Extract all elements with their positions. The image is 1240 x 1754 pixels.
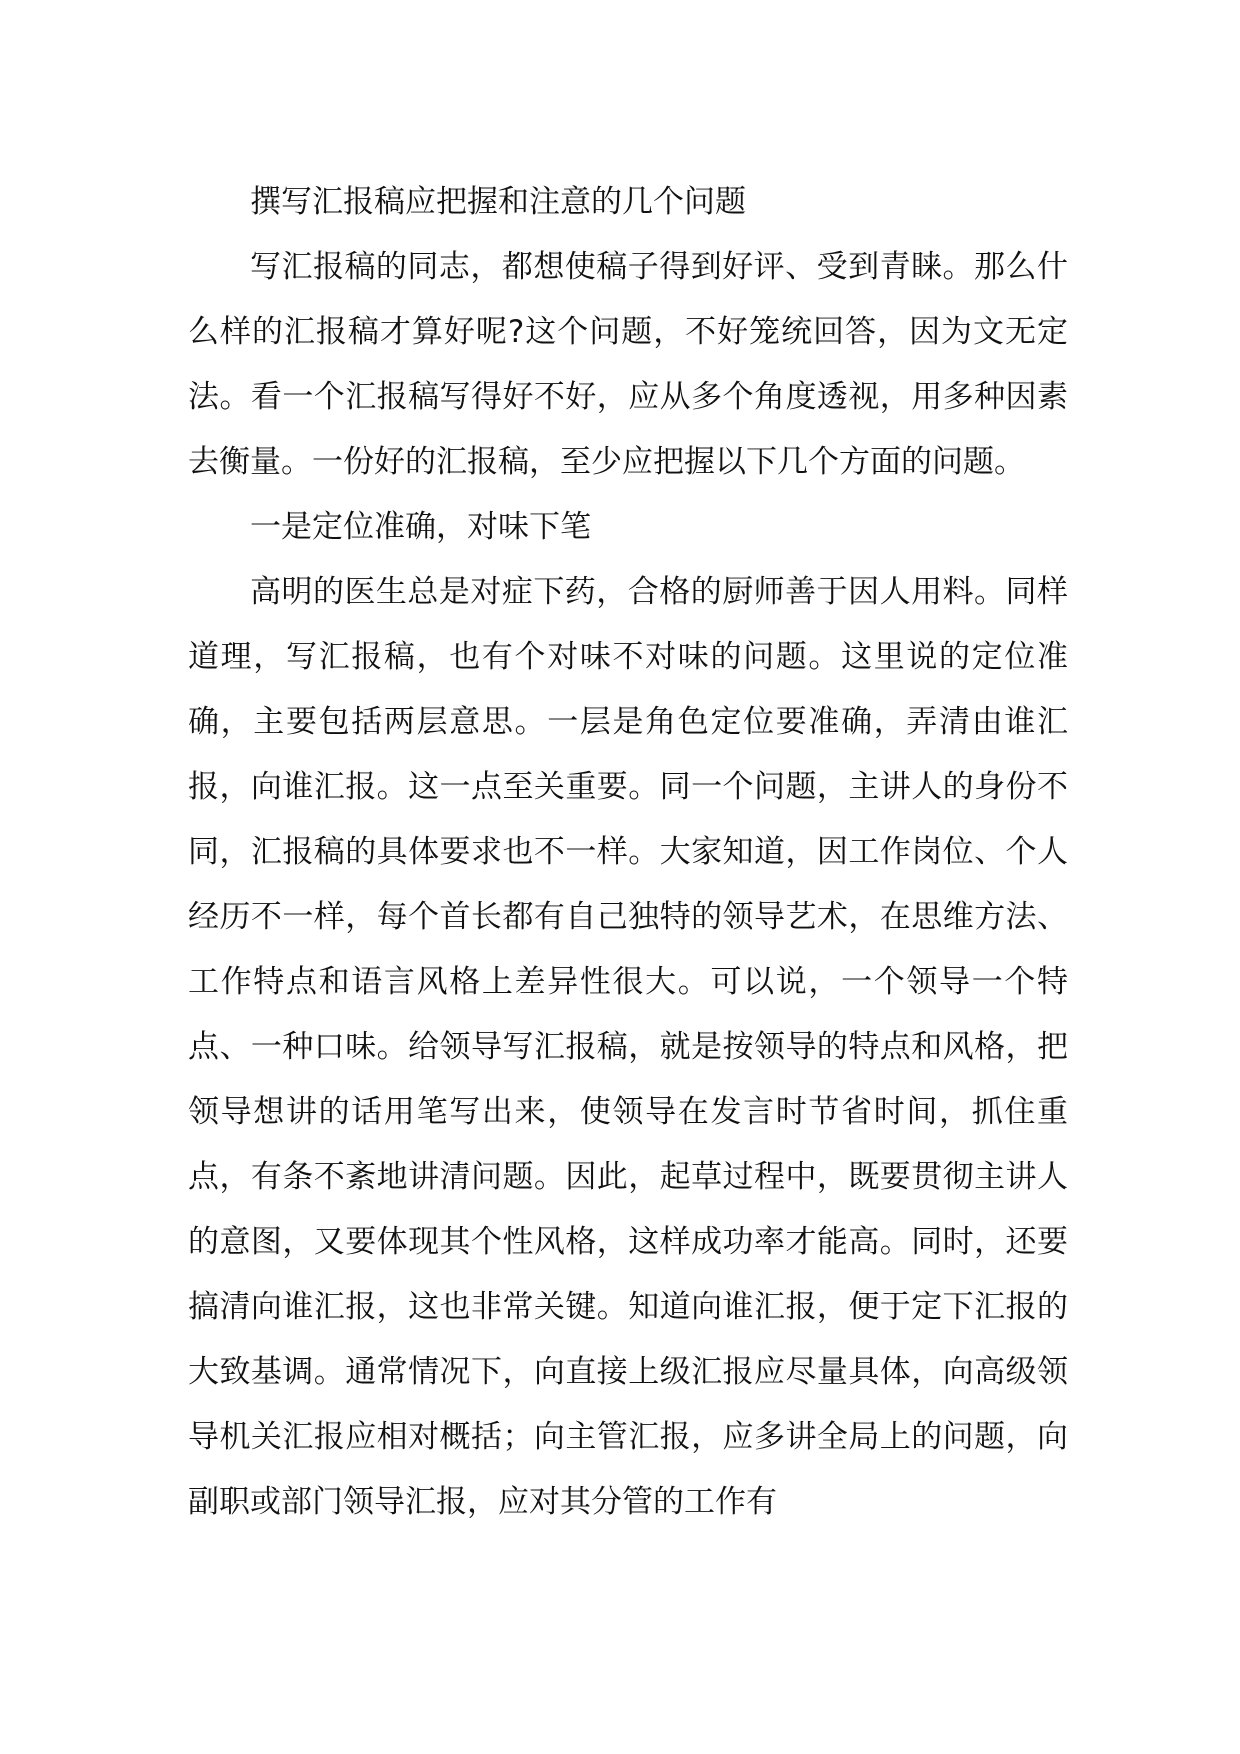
paragraph-intro: 写汇报稿的同志，都想使稿子得到好评、受到青睐。那么什么样的汇报稿才算好呢?这个问题，不好笼统回答，因为文无定法。看一个汇报稿写得好不好，应从多个角度透视，用多种因素去衡量。一份好的汇报稿，至少应把握以下几个方面的问题。 xyxy=(188,249,1068,480)
section-heading-1: 一是定位准确，对味下笔 xyxy=(250,509,591,545)
document-title: 撰写汇报稿应把握和注意的几个问题 xyxy=(250,184,746,220)
document-body xyxy=(188,170,1068,1535)
paragraph-section-1: 高明的医生总是对症下药，合格的厨师善于因人用料。同样道理，写汇报稿，也有个对味不对味的问题。这里说的定位准确，主要包括两层意思。一层是角色定位要准确，弄清由谁汇报，向谁汇报。这一点至关重要。同一个问题，主讲人的身份不同，汇报稿的具体要求也不一样。大家知道，因工作岗位、个人经历不一样，每个首长都有自己独特的领导艺术，在思维方法、工作特点和语言风格上差异性很大。可以说，一个领导一个特点、一种口味。给领导写汇报稿，就是按领导的特点和风格，把领导想讲的话用笔写出来，使领导在发言时节省时间，抓住重点，有条不紊地讲清问题。因此，起草过程中，既要贯彻主讲人的意图，又要体现其个性风格，这样成功率才能高。同时，还要搞清向谁汇报，这也非常关键。知道向谁汇报，便于定下汇报的大致基调。通常情况下，向直接上级汇报应尽量具体，向高级领导机关汇报应相对概括；向主管汇报，应多讲全局上的问题，向副职或部门领导汇报，应对其分管的工作有 xyxy=(188,574,1068,1520)
